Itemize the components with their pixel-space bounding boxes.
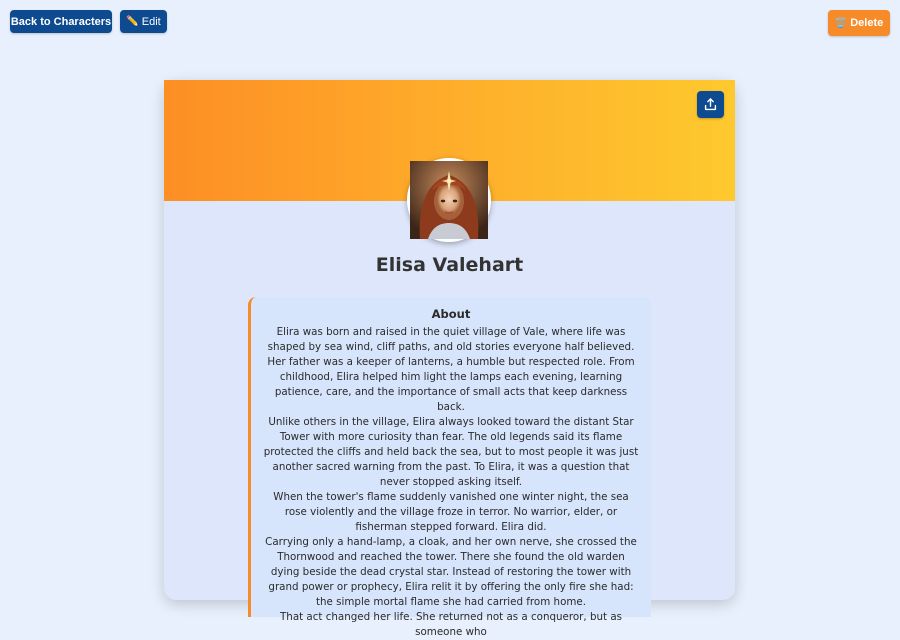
back-to-characters-button[interactable] bbox=[10, 10, 112, 33]
about-section bbox=[248, 297, 651, 638]
share-button[interactable] bbox=[697, 91, 724, 118]
top-toolbar bbox=[10, 10, 890, 34]
back-to-characters-label: Back to Characters bbox=[10, 15, 112, 28]
avatar bbox=[407, 158, 491, 242]
about-title: About bbox=[431, 307, 471, 321]
about-paragraph: Carrying only a hand-lamp, a cloak, and her own nerve, she crossed the Thornwood and reached the tower. There she found the old warden dying beside the dead crystal star. Instead of restoring the tower with grand power or prophecy, Elira relit it by offering the only fire she had: the simple mortal flame she had carried from home. bbox=[265, 536, 637, 608]
about-paragraph: Elira was born and raised in the quiet village of Vale, where life was shaped by sea wind, cliff paths, and old stories everyone half believed. Her father was a keeper of lanterns, a humble but respected role. From childhood, Elira helped him light the lamps each evening, learning patience, care, and the importance of small acts that keep darkness back. bbox=[267, 326, 635, 413]
about-paragraph: When the tower's flame suddenly vanished one winter night, the sea rose violently and the village froze in terror. No warrior, elder, or fisherman stepped forward. Elira did. bbox=[273, 491, 629, 533]
character-name: Elisa Valehart bbox=[375, 254, 524, 276]
character-card bbox=[164, 80, 735, 638]
edit-button[interactable] bbox=[120, 10, 167, 33]
pencil-icon: ✏️ bbox=[126, 16, 139, 27]
delete-label: Delete bbox=[850, 17, 884, 29]
character-portrait bbox=[410, 161, 488, 239]
about-paragraph: That act changed her life. She returned not as a conqueror, but as someone who bbox=[280, 611, 622, 638]
trash-icon: 🗑️ bbox=[834, 17, 848, 29]
about-paragraph: Unlike others in the village, Elira always looked toward the distant Star Tower with more curiosity than fear. The old legends said its flame protected the cliffs and held back the sea, but to most people it was just another sacred warning from the past. To Elira, it was a question that never stopped asking itself. bbox=[263, 416, 639, 488]
share-upload-icon bbox=[704, 98, 717, 111]
edit-label: Edit bbox=[141, 15, 161, 28]
delete-button[interactable] bbox=[828, 10, 890, 36]
